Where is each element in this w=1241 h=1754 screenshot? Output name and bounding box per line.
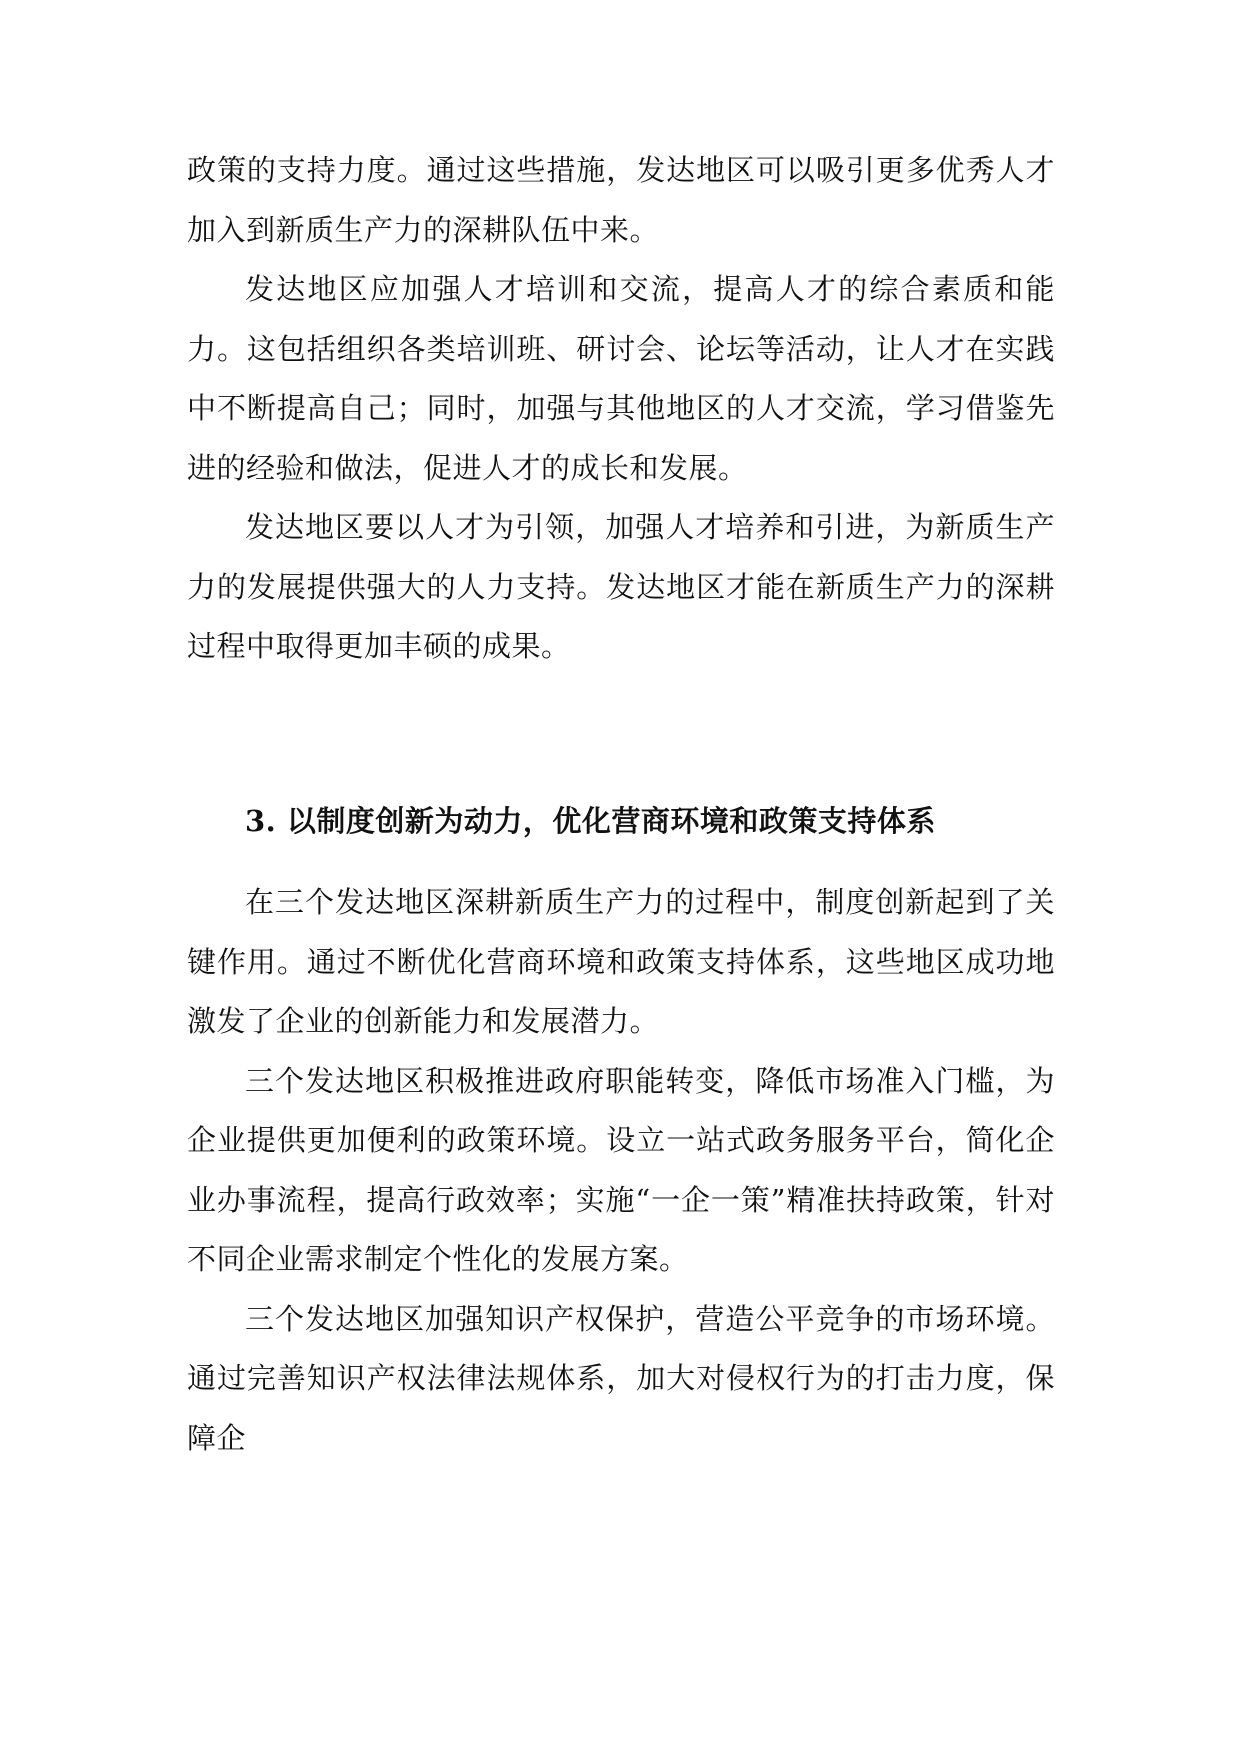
paragraph-continuation: 政策的支持力度。通过这些措施，发达地区可以吸引更多优秀人才加入到新质生产力的深耕队伍中来。 bbox=[187, 153, 1055, 247]
body-text-upper bbox=[187, 141, 1055, 677]
paragraph: 三个发达地区加强知识产权保护，营造公平竞争的市场环境。通过完善知识产权法律法规体系，加大对侵权行为的打击力度，保障企 bbox=[187, 1301, 1055, 1455]
paragraph: 发达地区要以人才为引领，加强人才培养和引进，为新质生产力的发展提供强大的人力支持。发达地区才能在新质生产力的深耕过程中取得更加丰硕的成果。 bbox=[187, 510, 1055, 663]
paragraph: 三个发达地区积极推进政府职能转变，降低市场准入门槛，为企业提供更加便利的政策环境。设立一站式政务服务平台，简化企业办事流程，提高行政效率；实施“一企一策”精准扶持政策，针对不同企业需求制定个性化的发展方案。 bbox=[187, 1063, 1055, 1276]
section-heading: 3. 以制度创新为动力，优化营商环境和政策支持体系 bbox=[245, 804, 936, 838]
body-text-lower bbox=[187, 873, 1055, 1468]
paragraph: 在三个发达地区深耕新质生产力的过程中，制度创新起到了关键作用。通过不断优化营商环境和政策支持体系，这些地区成功地激发了企业的创新能力和发展潜力。 bbox=[187, 885, 1055, 1038]
paragraph: 发达地区应加强人才培训和交流，提高人才的综合素质和能力。这包括组织各类培训班、研讨会、论坛等活动，让人才在实践中不断提高自己；同时，加强与其他地区的人才交流，学习借鉴先进的经验和做法，促进人才的成长和发展。 bbox=[187, 272, 1055, 485]
